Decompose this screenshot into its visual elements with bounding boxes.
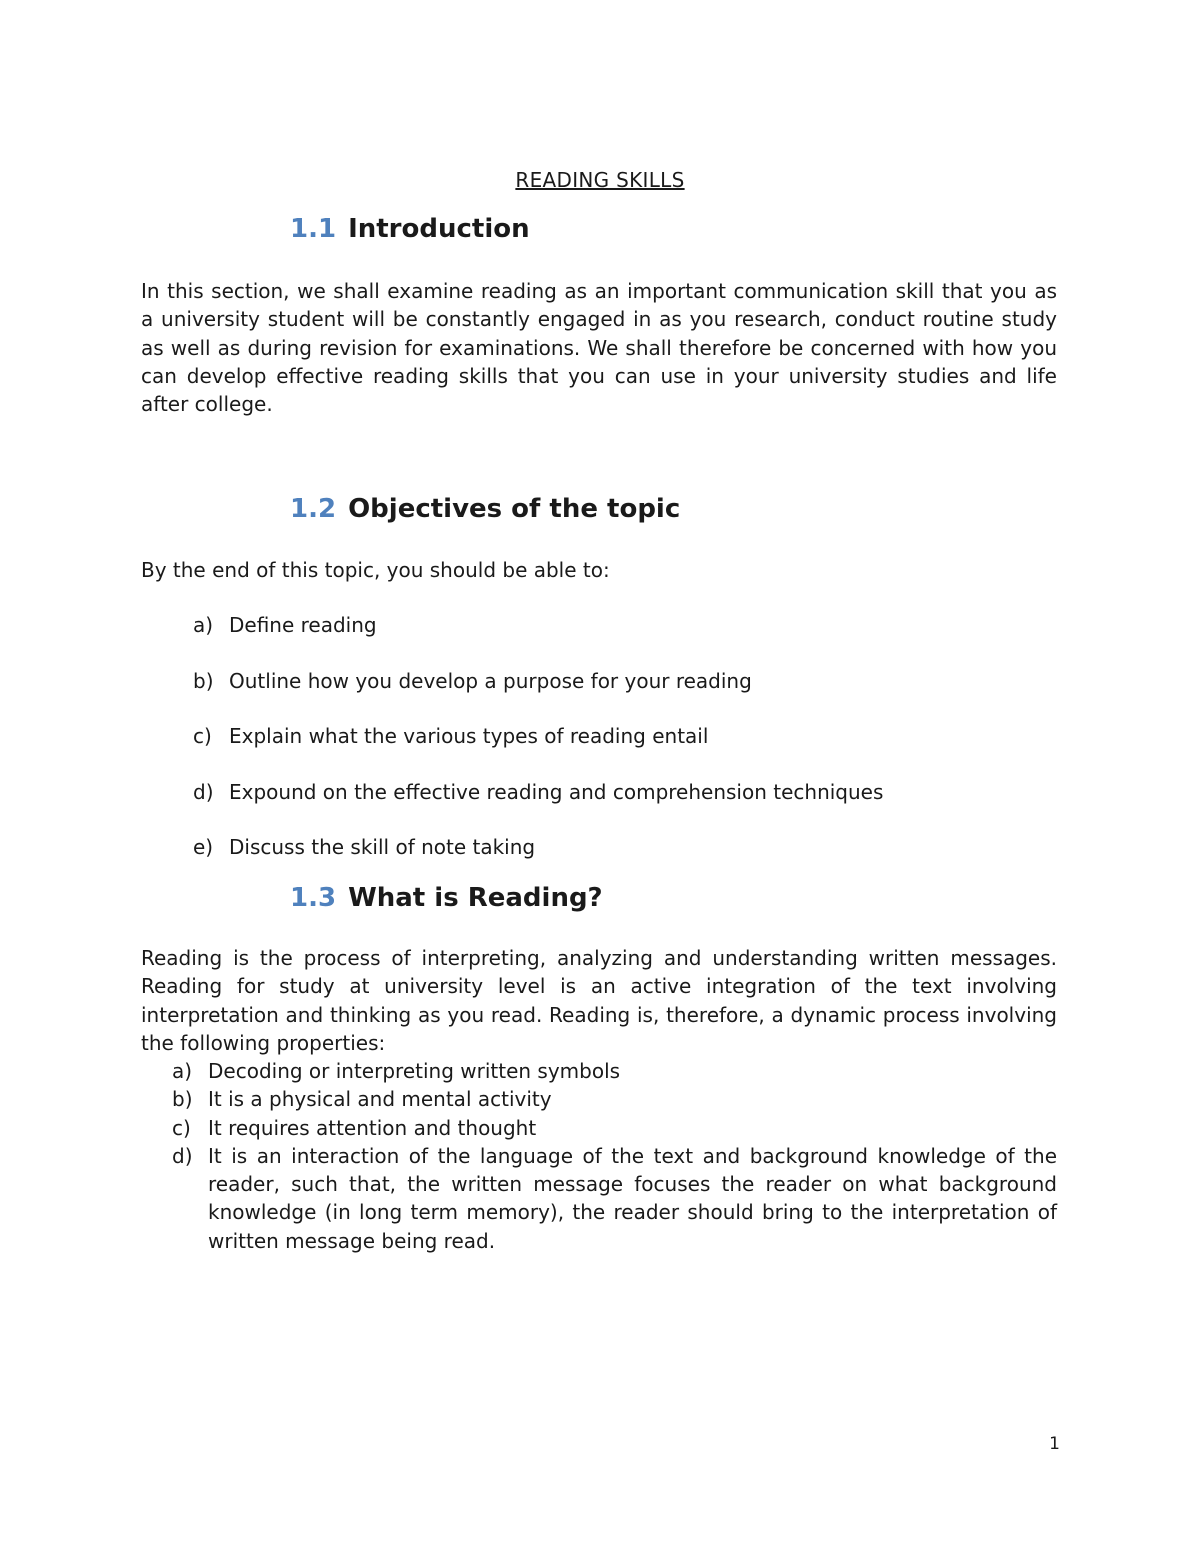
list-marker: b): [172, 1087, 193, 1112]
list-item-text: Expound on the effective reading and comprehension techniques: [229, 780, 884, 804]
section-heading-what-is-reading: [290, 883, 603, 913]
list-item-text: Discuss the skill of note taking: [229, 835, 536, 859]
list-item: [172, 1142, 1057, 1255]
list-item: [193, 778, 883, 806]
list-item: [193, 611, 377, 639]
list-item: [193, 722, 708, 750]
list-item-text: Explain what the various types of reading entail: [229, 724, 709, 748]
list-item: [193, 667, 752, 695]
list-item-text: It is a physical and mental activity: [208, 1087, 552, 1112]
list-item: [193, 833, 535, 861]
what-is-reading-paragraph: Reading is the process of interpreting, analyzing and understanding written messages. Reading for study at university level is an active integration of the text involving interpretation and thinking as you read. Reading is, therefore, a dynamic process involving the following properties:: [141, 946, 1057, 1055]
list-marker: d): [193, 780, 214, 804]
section-number: 1.1: [290, 214, 337, 244]
list-item-text: Outline how you develop a purpose for your reading: [229, 669, 752, 693]
section-number: 1.2: [290, 494, 337, 524]
objectives-lead: By the end of this topic, you should be able to:: [141, 558, 610, 582]
list-item: [172, 1085, 1057, 1113]
introduction-paragraph: In this section, we shall examine reading as an important communication skill that you as a university student will be constantly engaged in as you research, conduct routine study as well as during revision for examinations. We shall therefore be concerned with how you can develop effective reading skills that you can use in your university studies and life after college.: [141, 279, 1057, 417]
list-item-text: Decoding or interpreting written symbols: [208, 1059, 621, 1083]
page-number: 1: [1049, 1434, 1060, 1454]
section-number: 1.3: [290, 883, 337, 913]
list-item: [172, 1114, 1057, 1142]
section-title: Introduction: [348, 214, 530, 244]
list-marker: a): [172, 1059, 193, 1083]
section-title: What is Reading?: [348, 883, 603, 913]
document-title: READING SKILLS: [515, 168, 685, 192]
list-marker: e): [193, 835, 214, 859]
list-marker: c): [193, 724, 212, 748]
list-marker: a): [193, 613, 214, 637]
list-item: [172, 1057, 1057, 1085]
list-marker: b): [193, 669, 214, 693]
section-heading-objectives: [290, 494, 680, 524]
list-marker: c): [172, 1115, 191, 1140]
list-item-text: It is an interaction of the language of the text and background knowledge of the reader, such that, the written message focuses the reader on what background knowledge (in long term memory), the reader should bring to the interpretation of written message being read.: [208, 1143, 1057, 1253]
properties-list: [172, 1057, 1057, 1255]
list-item-text: Define reading: [229, 613, 377, 637]
list-item-text: It requires attention and thought: [208, 1115, 537, 1140]
list-marker: d): [172, 1143, 193, 1168]
section-heading-introduction: [290, 214, 530, 244]
section-title: Objectives of the topic: [348, 494, 681, 524]
